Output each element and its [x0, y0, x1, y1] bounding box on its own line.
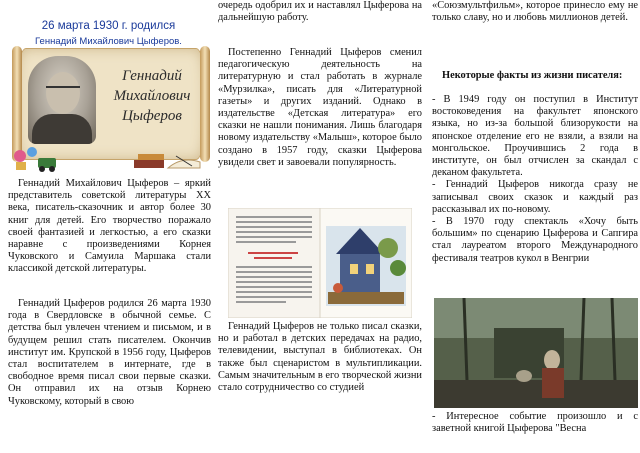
book-story-paragraph: - Интересное событие произошло и с заветной книгой Цыферова "Весна — [432, 411, 638, 435]
portrait-banner — [12, 48, 209, 172]
scroll-roll-left — [12, 46, 22, 162]
banner-title-line-2: Михайлович — [113, 88, 191, 104]
facts-heading: Некоторые факты из жизни писателя: — [442, 70, 623, 81]
banner-title-line-3: Цыферов — [122, 108, 182, 124]
continuation-paragraph: очередь одобрил их и наставлял Цыферова на дальнейшую работу. — [218, 0, 422, 24]
intro-paragraph: Геннадий Михайлович Цыферов – яркий представитель советской литературы XX века, писатель-сказочник и автор более 30 книг для детей. Его творчество поражало своей фантазией и легкостью, а его сказки наравне с произведениями Корнея Чуковского и Самуила Маршака стали классикой детской литературы. — [8, 178, 211, 275]
fact-item: - В 1949 году он поступил в Институт востоковедения на факультет японского языка, но из-за большой близорукости на японское отделение его не взяли, а взяли на монгольское. Проучившись 2 года в институте, он был отчислен за скандал с деканом факультета. — [432, 94, 638, 179]
column-middle — [218, 0, 422, 453]
fact-item: - В 1970 году спектакль «Хочу быть большим» по сценарию Цыферова и Сапгира стал лауреатом второго Международного фестиваля театров кукол в Венгрии — [432, 216, 638, 264]
banner-title-line-1: Геннадий — [122, 68, 182, 84]
header-name: Геннадий Михайлович Цыферов. — [35, 36, 182, 47]
banner-title — [104, 66, 200, 126]
studio-paragraph: «Союзмультфильм», которое принесло ему не только славу, но и любовь миллионов детей. — [432, 0, 638, 24]
column-left — [0, 0, 213, 453]
author-portrait — [28, 56, 96, 144]
toys-decoration-icon — [12, 146, 64, 172]
facts-list — [432, 94, 638, 265]
book-illustration — [228, 208, 412, 318]
header-date: 26 марта 1930 г. родился — [41, 20, 176, 32]
film-still-photo — [434, 298, 638, 408]
work-paragraph: Геннадий Цыферов не только писал сказки, но и работал в детских передачах на радио, телевидении, выступал в библиотеках. Он также был сценаристом в мультипликации. Самым значительным в его творческой жизни стало сотрудничество со студией — [218, 321, 422, 394]
books-decoration-icon — [132, 152, 202, 170]
column-right — [428, 0, 640, 453]
fact-item: - Геннадий Цыферов никогда сразу не записывал своих сказок и каждый раз рассказывал их по-новому. — [432, 179, 638, 215]
scroll-roll-right — [200, 46, 210, 162]
career-paragraph: Постепенно Геннадий Цыферов сменил педагогическую деятельность на литературную и стал работать в журнале «Мурзилка», писать для «Литературной газеты» и других изданий. Однако в издательстве «Детская литература» его сказки не нашли понимания. Лишь благодаря новому издательству «Малыш», которое было создано в 1957 году, сказки Цыферова увидели свет и завоевали популярность. — [218, 47, 422, 168]
biography-paragraph: Геннадий Цыферов родился 26 марта 1930 года в Свердловске в обычной семье. С детства был увлечен чтением и письмом, и в будущем решил стать писателем. Окончив институт им. Крупской в 1956 году, Цыферов стал воспитателем в интернате, где в свободное время писал свои первые сказки. Он отправил их на отзыв Корнею Чуковскому, который в свою — [8, 298, 211, 407]
